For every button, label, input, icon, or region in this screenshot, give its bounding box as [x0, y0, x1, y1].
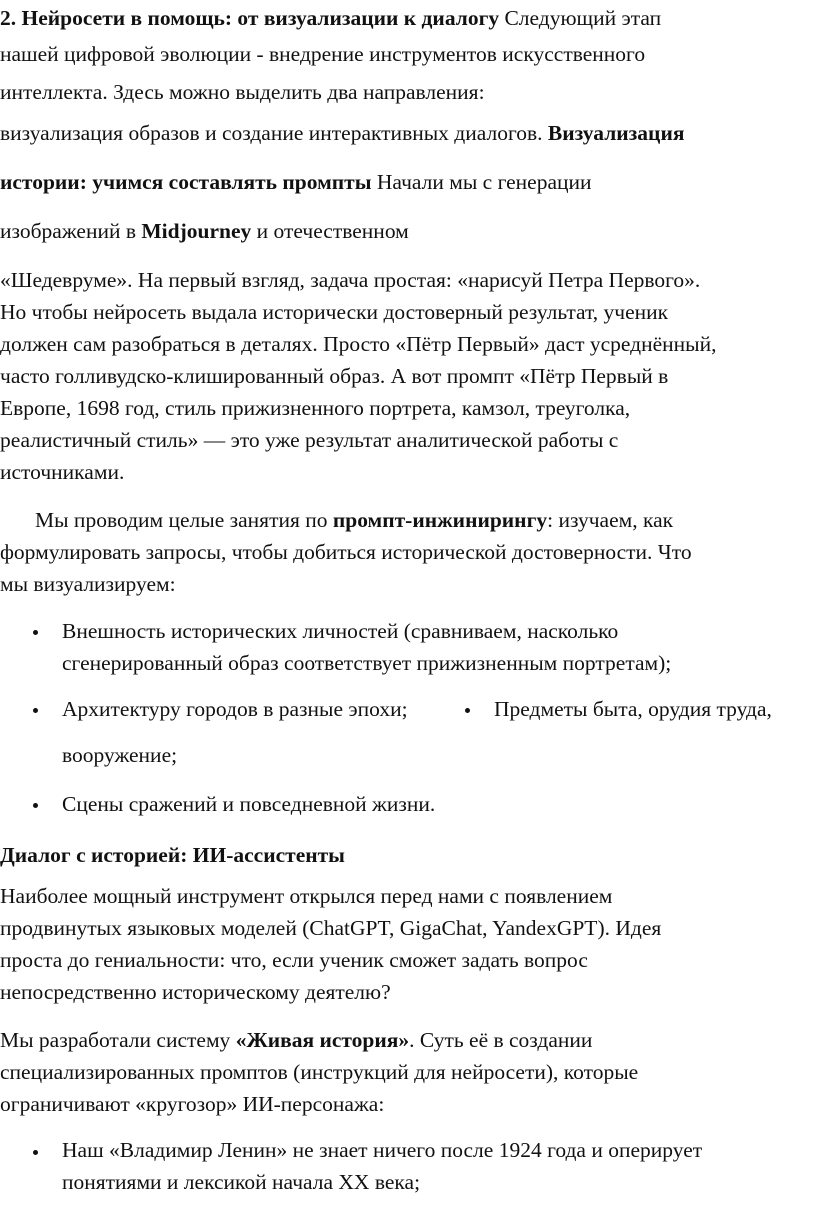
section1-line-3: интеллекта. Здесь можно выделить два направления: [0, 80, 485, 104]
section1-subheading-part2: истории: учимся составлять промпты [0, 170, 372, 194]
bullet-item-1-line-2: сгенерированный образ соответствует прижизненным портретам); [62, 651, 672, 675]
section1-heading: 2. Нейросети в помощь: от визуализации к диалогу [0, 6, 500, 30]
section1-line-2: нашей цифровой эволюции - внедрение инструментов искусственного [0, 42, 646, 66]
living-history-term: «Живая история» [235, 1028, 410, 1052]
section2-bullet-line-1: Наш «Владимир Ленин» не знает ничего после 1924 года и оперирует [62, 1138, 703, 1162]
section1-p2-pre: Мы проводим целые занятия по [35, 508, 333, 532]
bullet-item-3-line-1: Предметы быта, орудия труда, [494, 697, 772, 721]
section2-p2-line-3: ограничивают «кругозор» ИИ-персонажа: [0, 1092, 385, 1116]
section2-p1-line: Наиболее мощный инструмент открылся перед нами с появлением [0, 884, 613, 908]
section1-line-5 [0, 169, 592, 195]
bullet-icon [33, 630, 38, 635]
section2-p2-line-2: специализированных промптов (инструкций для нейросети), которые [0, 1060, 639, 1084]
section1-p1-line: «Шедевруме». На первый взгляд, задача простая: «нарисуй Петра Первого». [0, 268, 701, 292]
section2-p2-pre: Мы разработали систему [0, 1028, 236, 1052]
section1-p2-line-3: мы визуализируем: [0, 572, 176, 596]
section1-p1-line: реалистичный стиль» — это уже результат аналитической работы с [0, 428, 619, 452]
section1-p2-line-1 [35, 507, 673, 533]
section1-subheading-part1: Визуализация [547, 121, 685, 145]
section2-p1-line: непосредственно историческому деятелю? [0, 980, 391, 1004]
section1-text-after-sub: Начали мы с генерации [371, 170, 592, 194]
section1-p1-line: часто голливудско-клишированный образ. А вот промпт «Пётр Первый в [0, 364, 669, 388]
section1-intro-1: Следующий этап [499, 6, 662, 30]
prompt-engineering-term: промпт-инжинирингу [332, 508, 548, 532]
section1-p1-line: должен сам разобраться в деталях. Просто «Пётр Первый» даст усреднённый, [0, 332, 717, 356]
section1-p1-line: источниками. [0, 460, 125, 484]
section2-bullet-line-2: понятиями и лексикой начала XX века; [62, 1170, 421, 1194]
section1-line-1 [0, 5, 661, 31]
section2-heading: Диалог с историей: ИИ-ассистенты [0, 843, 345, 867]
section1-line-4 [0, 120, 684, 146]
midjourney-name: Midjourney [141, 219, 252, 243]
section1-intro-4: визуализация образов и создание интерактивных диалогов. [0, 121, 548, 145]
bullet-icon [465, 708, 470, 713]
section2-p1-line: продвинутых языковых моделей (ChatGPT, GigaChat, YandexGPT). Идея [0, 916, 662, 940]
section2-p2-line-1 [0, 1027, 592, 1053]
section1-p2-post: : изучаем, как [547, 508, 674, 532]
section1-p2-line-2: формулировать запросы, чтобы добиться исторической достоверности. Что [0, 540, 692, 564]
bullet-icon [33, 708, 38, 713]
bullet-icon [33, 803, 38, 808]
bullet-item-3-line-2: вооружение; [62, 743, 178, 767]
section1-text-mj-post: и отечественном [251, 219, 409, 243]
bullet-item-1-line-1: Внешность исторических личностей (сравниваем, насколько [62, 619, 619, 643]
section2-p2-post: . Суть её в создании [409, 1028, 593, 1052]
section1-p1-line: Но чтобы нейросеть выдала исторически достоверный результат, ученик [0, 300, 669, 324]
section1-text-mj-pre: изображений в [0, 219, 142, 243]
bullet-item-4: Сцены сражений и повседневной жизни. [62, 792, 436, 816]
section2-p1-line: проста до гениальности: что, если ученик сможет задать вопрос [0, 948, 588, 972]
bullet-item-2: Архитектуру городов в разные эпохи; [62, 697, 408, 721]
section1-line-6 [0, 218, 409, 244]
bullet-icon [33, 1150, 38, 1155]
section1-p1-line: Европе, 1698 год, стиль прижизненного портрета, камзол, треуголка, [0, 396, 631, 420]
